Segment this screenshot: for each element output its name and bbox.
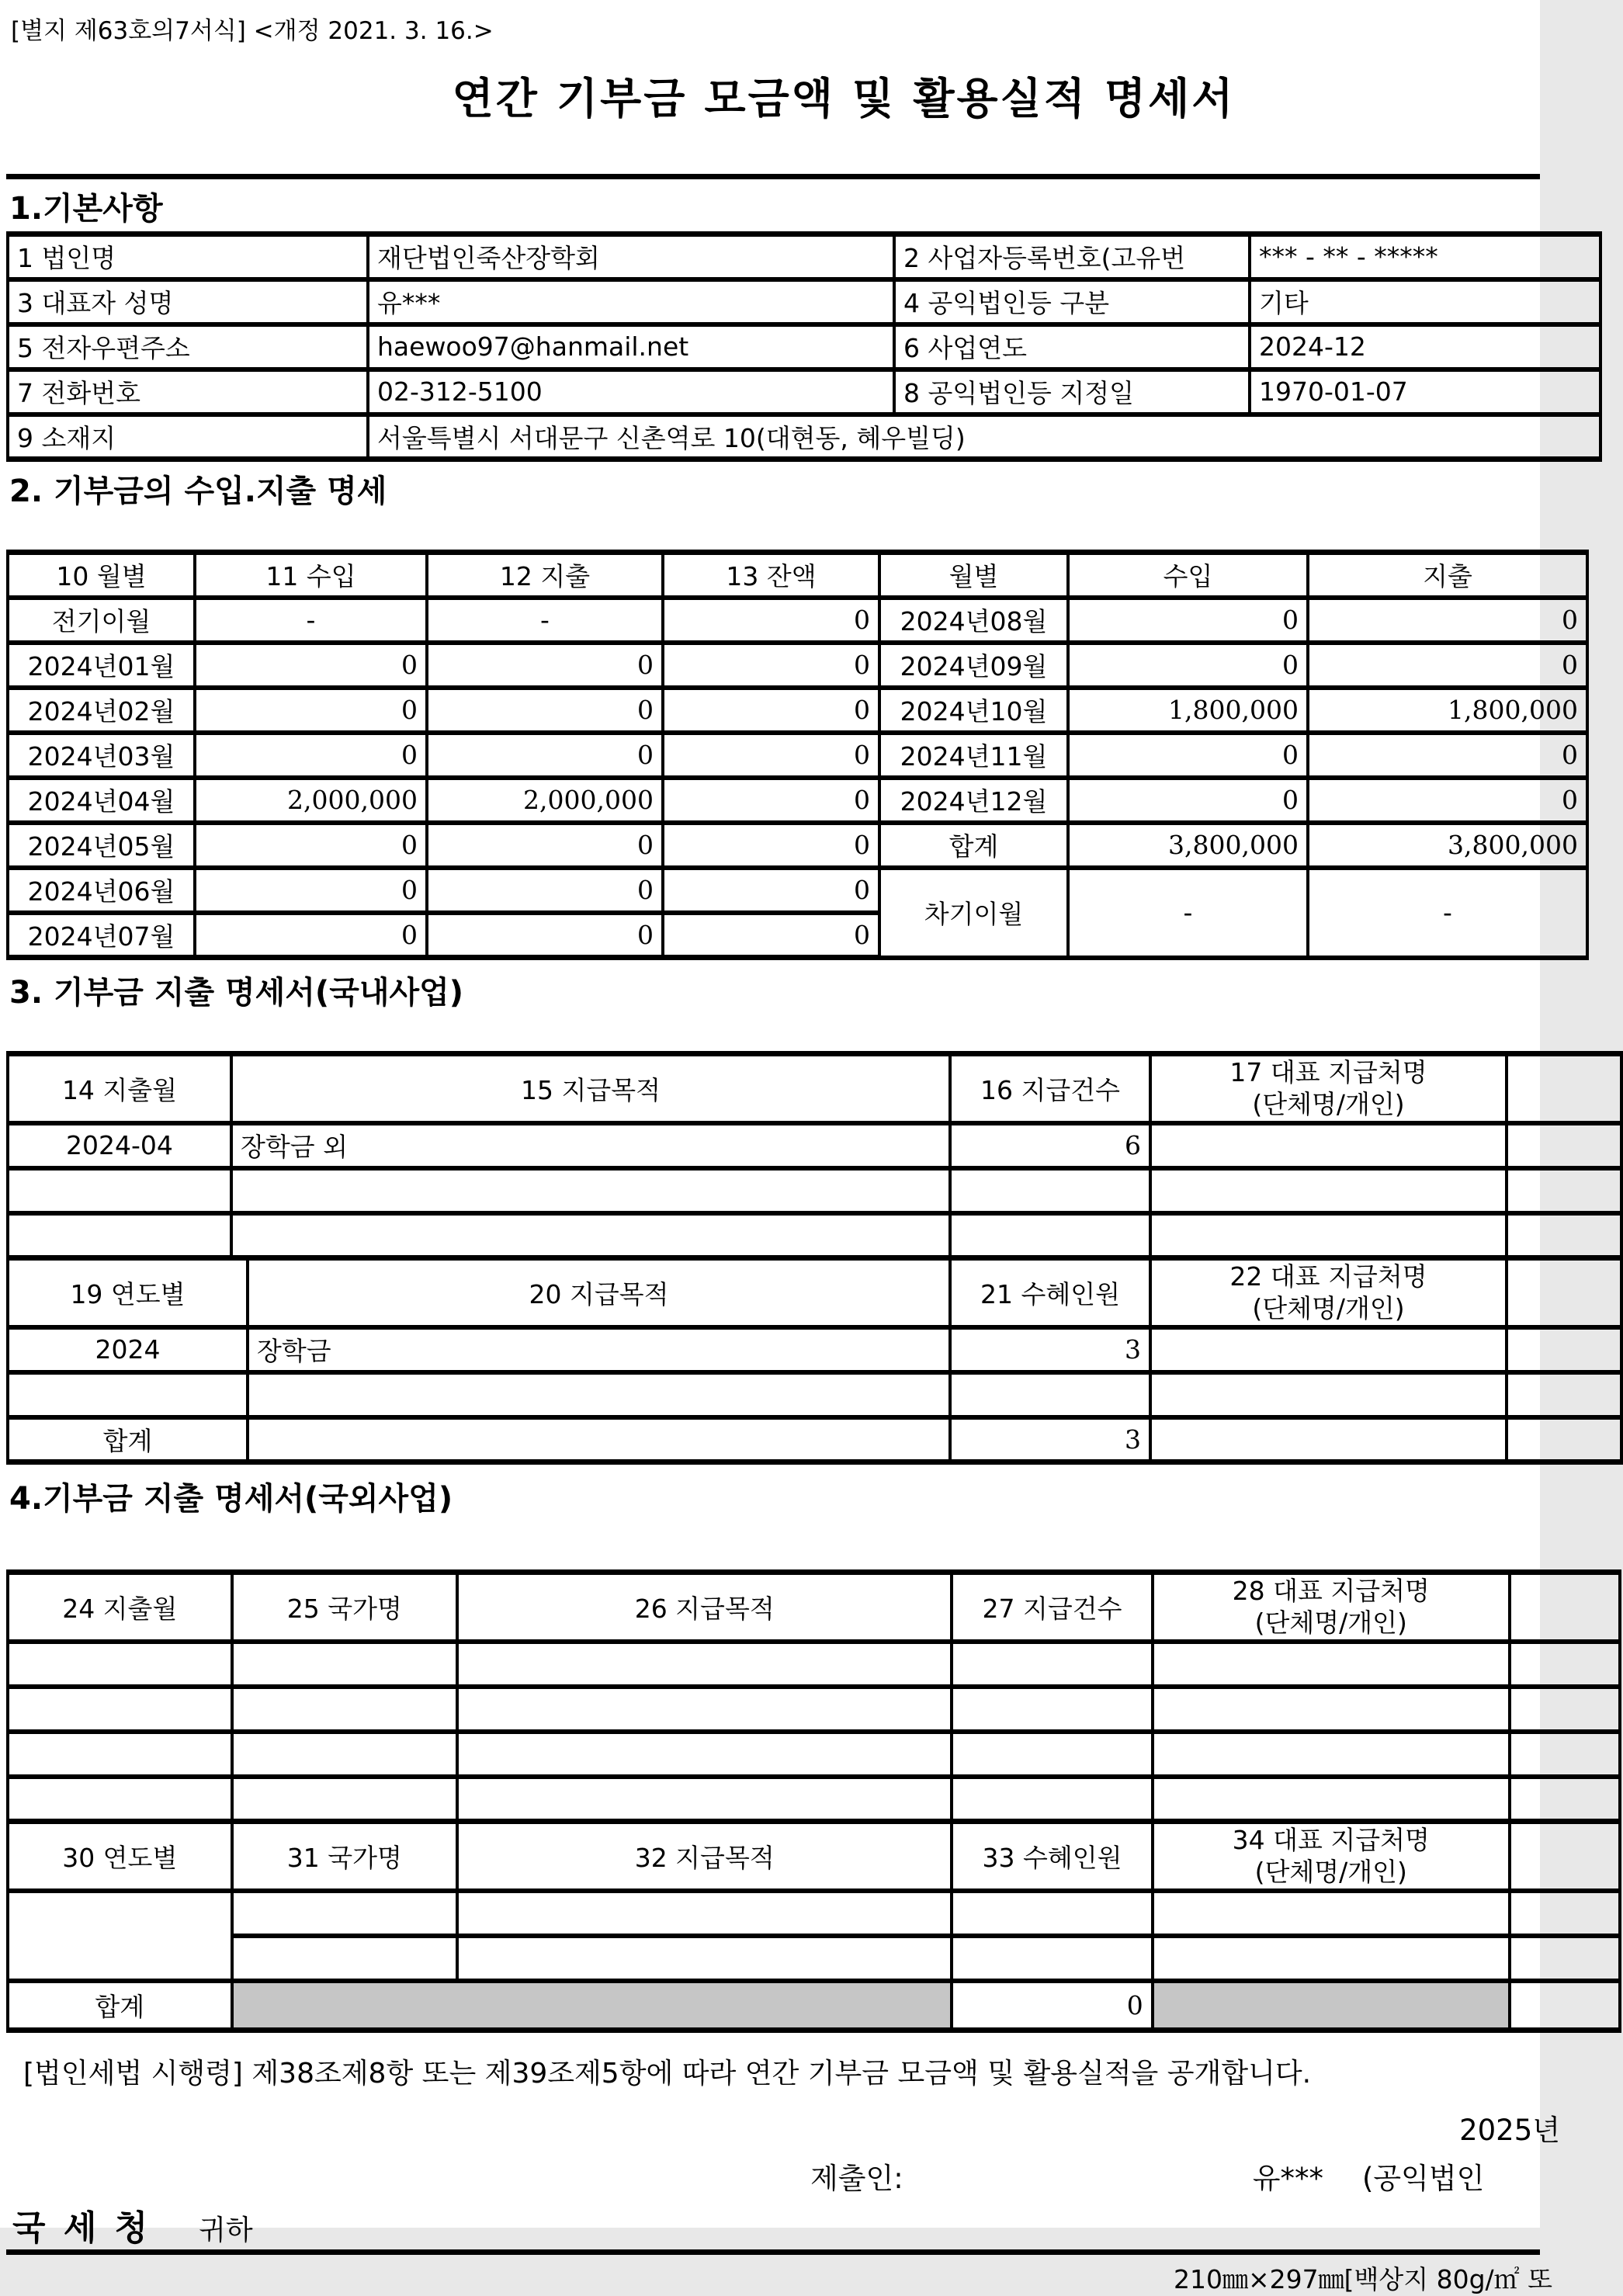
agency-honorific: 귀하: [199, 2214, 253, 2246]
income-cell: -: [195, 598, 427, 643]
income-cell: 0: [195, 823, 427, 868]
col-cut-off: [1507, 1258, 1621, 1327]
biz-no-label: 2 사업자등록번호(고유번: [894, 234, 1250, 279]
col-purpose: 15 지급목적: [231, 1054, 950, 1123]
domestic-yearly-table: [6, 1255, 1623, 1465]
payment-count-cell: 6: [950, 1123, 1150, 1168]
balance-cell: 0: [663, 598, 879, 643]
cut-off-cell: [1507, 1417, 1621, 1462]
total-income-cell: 3,800,000: [1068, 823, 1308, 868]
col-expense-month: 14 지출월: [8, 1054, 231, 1123]
table-row: [8, 1213, 1621, 1258]
balance-cell: 0: [663, 688, 879, 733]
col-payee: [1150, 1054, 1507, 1123]
col-year: 30 연도별: [8, 1822, 232, 1891]
col-purpose: 32 지급목적: [457, 1822, 952, 1891]
income-cell: 0: [195, 868, 427, 913]
col-payee-line1: 22 대표 지급처명: [1229, 1261, 1427, 1292]
table-header-row: [8, 1258, 1621, 1327]
shaded-cell: [232, 1981, 952, 2031]
month-cell: 2024년11월: [879, 733, 1068, 778]
expense-month-cell: 2024-04: [8, 1123, 231, 1168]
address-label: 9 소재지: [8, 414, 368, 460]
balance-cell: 0: [663, 778, 879, 823]
table-row: [8, 1372, 1621, 1417]
month-cell: 2024년06월: [8, 868, 195, 913]
col-cut-off: [1510, 1822, 1620, 1891]
table-row: [8, 1687, 1620, 1732]
submitter-label: 제출인:: [810, 2162, 903, 2195]
monthly-income-expense-table: [6, 550, 1589, 960]
shaded-cell: [1153, 1981, 1510, 2031]
col-year: 19 연도별: [8, 1258, 248, 1327]
agency-line: [12, 2200, 1540, 2249]
month-cell: 2024년08월: [879, 598, 1068, 643]
expense-cell: 0: [1308, 778, 1587, 823]
col-payment-count: 16 지급건수: [950, 1054, 1150, 1123]
col-cut-off: [1510, 1573, 1620, 1642]
table-row: [8, 1327, 1621, 1372]
col-cut-off: [1507, 1054, 1621, 1123]
class-label: 4 공익법인등 구분: [894, 279, 1250, 324]
year-cell: 2024: [8, 1327, 248, 1372]
total-label-cell: 합계: [8, 1417, 248, 1462]
expense-cell: 0: [427, 733, 663, 778]
table-row: [8, 598, 1587, 643]
col-month: 10 월별: [8, 553, 195, 598]
section4-heading: 4.기부금 지출 명세서(국외사업): [9, 1481, 453, 1517]
expense-cell: 0: [427, 643, 663, 688]
expense-cell: 0: [427, 913, 663, 958]
balance-cell: 0: [663, 823, 879, 868]
payee-cell: [1150, 1327, 1507, 1372]
balance-cell: 0: [663, 733, 879, 778]
table-row: [8, 733, 1587, 778]
phone-value: 02-312-5100: [368, 369, 894, 414]
balance-cell: 0: [663, 913, 879, 958]
col-income-2: 수입: [1068, 553, 1308, 598]
month-cell: 2024년12월: [879, 778, 1068, 823]
overseas-yearly-table: [6, 1819, 1621, 2033]
purpose-cell: 장학금 외: [231, 1123, 950, 1168]
expense-cell: 2,000,000: [427, 778, 663, 823]
income-cell: 2,000,000: [195, 778, 427, 823]
col-payment-count: 27 지급건수: [952, 1573, 1152, 1642]
corp-name-label: 1 법인명: [8, 234, 368, 279]
col-payee-line2: (단체명/개인): [1254, 1857, 1407, 1888]
submission-year: 2025년: [1459, 2114, 1560, 2147]
expense-cell: 0: [427, 868, 663, 913]
year-cell: [8, 1891, 232, 1981]
email-label: 5 전자우편주소: [8, 324, 368, 369]
overseas-monthly-table: [6, 1569, 1621, 1824]
purpose-cell: 장학금: [248, 1327, 950, 1372]
expense-cell: 0: [1308, 598, 1587, 643]
income-cell: 0: [195, 688, 427, 733]
table-row: [8, 1936, 1620, 1981]
expense-cell: 0: [427, 688, 663, 733]
table-row: [8, 1123, 1621, 1168]
table-row: [8, 324, 1600, 369]
col-payee: [1153, 1573, 1510, 1642]
table-row: [8, 778, 1587, 823]
income-cell: 1,800,000: [1068, 688, 1308, 733]
basic-info-table: [6, 231, 1602, 462]
income-cell: 0: [195, 733, 427, 778]
table-row: [8, 279, 1600, 324]
table-row: [8, 414, 1600, 460]
expense-cell: 0: [1308, 733, 1587, 778]
submitter-name: 유***: [1252, 2162, 1323, 2195]
cut-off-cell: [1510, 1981, 1620, 2031]
col-expense-2: 지출: [1308, 553, 1587, 598]
table-total-row: [8, 1981, 1620, 2031]
month-cell: 2024년07월: [8, 913, 195, 958]
month-cell: 2024년01월: [8, 643, 195, 688]
section2-heading: 2. 기부금의 수입.지출 명세: [9, 473, 387, 509]
month-cell: 2024년03월: [8, 733, 195, 778]
balance-cell: 0: [663, 868, 879, 913]
designation-date-label: 8 공익법인등 지정일: [894, 369, 1250, 414]
month-cell: 전기이월: [8, 598, 195, 643]
cut-off-cell: [1507, 1123, 1621, 1168]
col-payee-line1: 34 대표 지급처명: [1232, 1825, 1430, 1855]
table-row: [8, 369, 1600, 414]
table-row: [8, 823, 1587, 868]
col-balance: 13 잔액: [663, 553, 879, 598]
expense-cell: -: [427, 598, 663, 643]
carryforward-income-cell: -: [1068, 868, 1308, 958]
col-expense-month: 24 지출월: [8, 1573, 232, 1642]
expense-cell: 0: [1308, 643, 1587, 688]
table-header-row: [8, 1822, 1620, 1891]
col-income: 11 수입: [195, 553, 427, 598]
carryforward-label-cell: 차기이월: [879, 868, 1068, 958]
section3-heading: 3. 기부금 지출 명세서(국내사업): [9, 975, 464, 1011]
biz-year-value: 2024-12: [1250, 324, 1600, 369]
total-beneficiaries-cell: 3: [950, 1417, 1150, 1462]
month-cell: 2024년09월: [879, 643, 1068, 688]
income-cell: 0: [1068, 643, 1308, 688]
col-beneficiaries: 21 수혜인원: [950, 1258, 1150, 1327]
purpose-cell: [248, 1417, 950, 1462]
col-expense: 12 지출: [427, 553, 663, 598]
form-code-note: [별지 제63호의7서식] <개정 2021. 3. 16.>: [11, 17, 494, 45]
bottom-rule: [6, 2249, 1540, 2255]
table-row: [8, 1642, 1620, 1687]
total-label-cell: 합계: [879, 823, 1068, 868]
section1-heading: 1.기본사항: [9, 191, 163, 227]
month-cell: 2024년05월: [8, 823, 195, 868]
col-payee-line1: 17 대표 지급처명: [1229, 1057, 1427, 1087]
beneficiaries-cell: 3: [950, 1327, 1150, 1372]
top-rule: [6, 174, 1540, 179]
phone-label: 7 전화번호: [8, 369, 368, 414]
month-cell: 2024년04월: [8, 778, 195, 823]
expense-cell: 1,800,000: [1308, 688, 1587, 733]
expense-cell: 0: [427, 823, 663, 868]
col-country: 25 국가명: [232, 1573, 458, 1642]
payee-cell: [1150, 1417, 1507, 1462]
col-payee-line2: (단체명/개인): [1252, 1293, 1405, 1324]
table-row: [8, 1168, 1621, 1213]
carryforward-expense-cell: -: [1308, 868, 1587, 958]
address-value: 서울특별시 서대문구 신촌역로 10(대현동, 혜우빌딩): [368, 414, 1600, 460]
table-header-row: [8, 553, 1587, 598]
month-cell: 2024년02월: [8, 688, 195, 733]
biz-year-label: 6 사업연도: [894, 324, 1250, 369]
col-month-2: 월별: [879, 553, 1068, 598]
total-beneficiaries-cell: 0: [952, 1981, 1152, 2031]
biz-no-value: *** - ** - *****: [1250, 234, 1600, 279]
rep-name-value: 유***: [368, 279, 894, 324]
table-header-row: [8, 1054, 1621, 1123]
income-cell: 0: [1068, 733, 1308, 778]
income-cell: 0: [195, 913, 427, 958]
agency-name: 국 세 청: [12, 2208, 151, 2248]
cut-off-cell: [1507, 1327, 1621, 1372]
income-cell: 0: [195, 643, 427, 688]
email-value: haewoo97@hanmail.net: [368, 324, 894, 369]
table-row: [8, 1891, 1620, 1936]
domestic-monthly-table: [6, 1051, 1623, 1261]
income-cell: 0: [1068, 598, 1308, 643]
table-row: [8, 1777, 1620, 1822]
total-label-cell: 합계: [8, 1981, 232, 2031]
submitter-line: [0, 2155, 1540, 2197]
table-row: [8, 688, 1587, 733]
col-payee-line1: 28 대표 지급처명: [1232, 1576, 1430, 1606]
class-value: 기타: [1250, 279, 1600, 324]
col-beneficiaries: 33 수혜인원: [952, 1822, 1152, 1891]
corp-name-value: 재단법인죽산장학회: [368, 234, 894, 279]
col-payee: [1153, 1822, 1510, 1891]
col-payee-line2: (단체명/개인): [1252, 1089, 1405, 1120]
balance-cell: 0: [663, 643, 879, 688]
form-title: 연간 기부금 모금액 및 활용실적 명세서: [452, 74, 1236, 123]
table-row: [8, 868, 1587, 913]
submitter-suffix: (공익법인: [1361, 2162, 1485, 2195]
disclosure-statement: [법인세법 시행령] 제38조제8항 또는 제39조제5항에 따라 연간 기부금 모금액 및 활용실적을 공개합니다.: [23, 2058, 1312, 2090]
payee-cell: [1150, 1123, 1507, 1168]
col-payee-line2: (단체명/개인): [1254, 1608, 1407, 1639]
total-expense-cell: 3,800,000: [1308, 823, 1587, 868]
income-cell: 0: [1068, 778, 1308, 823]
table-row: [8, 1732, 1620, 1777]
table-row: [8, 1417, 1621, 1462]
month-cell: 2024년10월: [879, 688, 1068, 733]
table-header-row: [8, 1573, 1620, 1642]
rep-name-label: 3 대표자 성명: [8, 279, 368, 324]
col-payee: [1150, 1258, 1507, 1327]
designation-date-value: 1970-01-07: [1250, 369, 1600, 414]
table-row: [8, 234, 1600, 279]
col-country: 31 국가명: [232, 1822, 458, 1891]
col-purpose: 26 지급목적: [457, 1573, 952, 1642]
table-row: [8, 643, 1587, 688]
paper-spec: 210㎜×297㎜[백상지 80g/㎡ 또: [1173, 2264, 1552, 2294]
col-purpose: 20 지급목적: [248, 1258, 950, 1327]
